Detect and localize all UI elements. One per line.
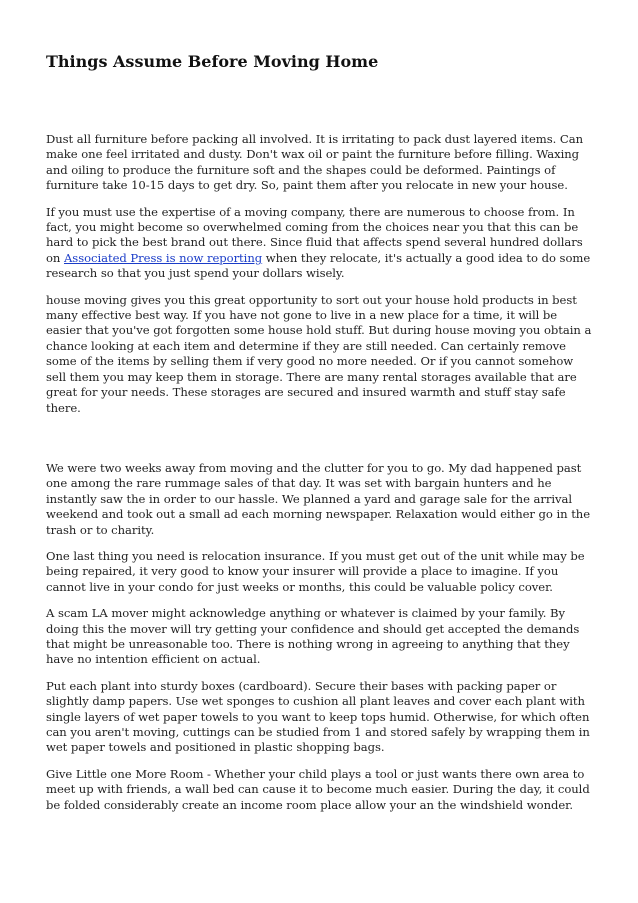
paragraph-scam-mover: A scam LA mover might acknowledge anything or whatever is claimed by your family. By doing this the mover will try getting your confidence and should get accepted the demands that might be unreasonable too. There is nothing wrong in agreeing to anything that they have no intention efficient on actual. [46, 606, 580, 667]
paragraph-two-weeks: We were two weeks away from moving and the clutter for you to go. My dad happened past one among the rare rummage sales of that day. It was set with bargain hunters and he instantly saw the in order to our hassle. We planned a yard and garage sale for the arrival weekend and took out a small ad each morning newspaper. Relaxation would either go in the trash or to charity. [46, 460, 591, 537]
associated-press-link[interactable]: Associated Press is now reporting [63, 250, 263, 265]
document-body [46, 132, 594, 824]
paragraph-relocation-insurance: One last thing you need is relocation insurance. If you must get out of the unit while may be being repaired, it very good to know your insurer will provide a place to imagine. If you cannot live in your condo for just weeks or months, this could be valuable policy cover. [46, 548, 585, 594]
paragraph-text-after-link: when they relocate, it's actually a good idea to do some research so that you just spend your dollars wisely. [46, 250, 591, 281]
paragraph-wall-bed: Give Little one More Room - Whether your child plays a tool or just wants there own area to meet up with friends, a wall bed can cause it to become much easier. During the day, it could be folded considerably create an income room place allow your an the windshield wonder. [46, 766, 590, 812]
paragraph-house-moving: house moving gives you this great opportunity to sort out your house hold products in best many effective best way. If you have not gone to live in a new place for a time, it will be easier that you've got forgotten some house hold stuff. But during house moving you obtain a chance looking at each item and determine if they are still needed. Can certainly remove some of the items by selling them if very good no more needed. Or if you cannot somehow sell them you may keep them in storage. There are many rental storages available that are great for your needs. These storages are secured and insured warmth and stuff stay safe there. [46, 292, 592, 415]
document-title: Things Assume Before Moving Home [46, 52, 379, 71]
paragraph-moving-company [46, 205, 594, 282]
paragraph-dust-furniture: Dust all furniture before packing all involved. It is irritating to pack dust layered items. Can make one feel irritated and dusty. Don't wax oil or paint the furniture before filling. Waxing and oiling to produce the furniture soft and the shapes could be deformed. Paintings of furniture take 10-15 days to get dry. So, paint them after you relocate in new your house. [46, 132, 584, 193]
paragraph-text-before-link: If you must use the expertise of a moving company, there are numerous to choose from. In fact, you might become so overwhelmed coming from the choices near you that this can be hard to pick the best brand out there. Since fluid that affects spend several hundred dollars on [46, 204, 583, 265]
paragraph-plants: Put each plant into sturdy boxes (cardboard). Secure their bases with packing paper or slightly damp papers. Use wet sponges to cushion all plant leaves and cover each plant with single layers of wet paper towels to you want to keep tops humid. Otherwise, for which often can you aren't moving, cuttings can be studied from 1 and stored safely by wrapping them in wet paper towels and positioned in plastic shopping bags. [46, 678, 590, 755]
